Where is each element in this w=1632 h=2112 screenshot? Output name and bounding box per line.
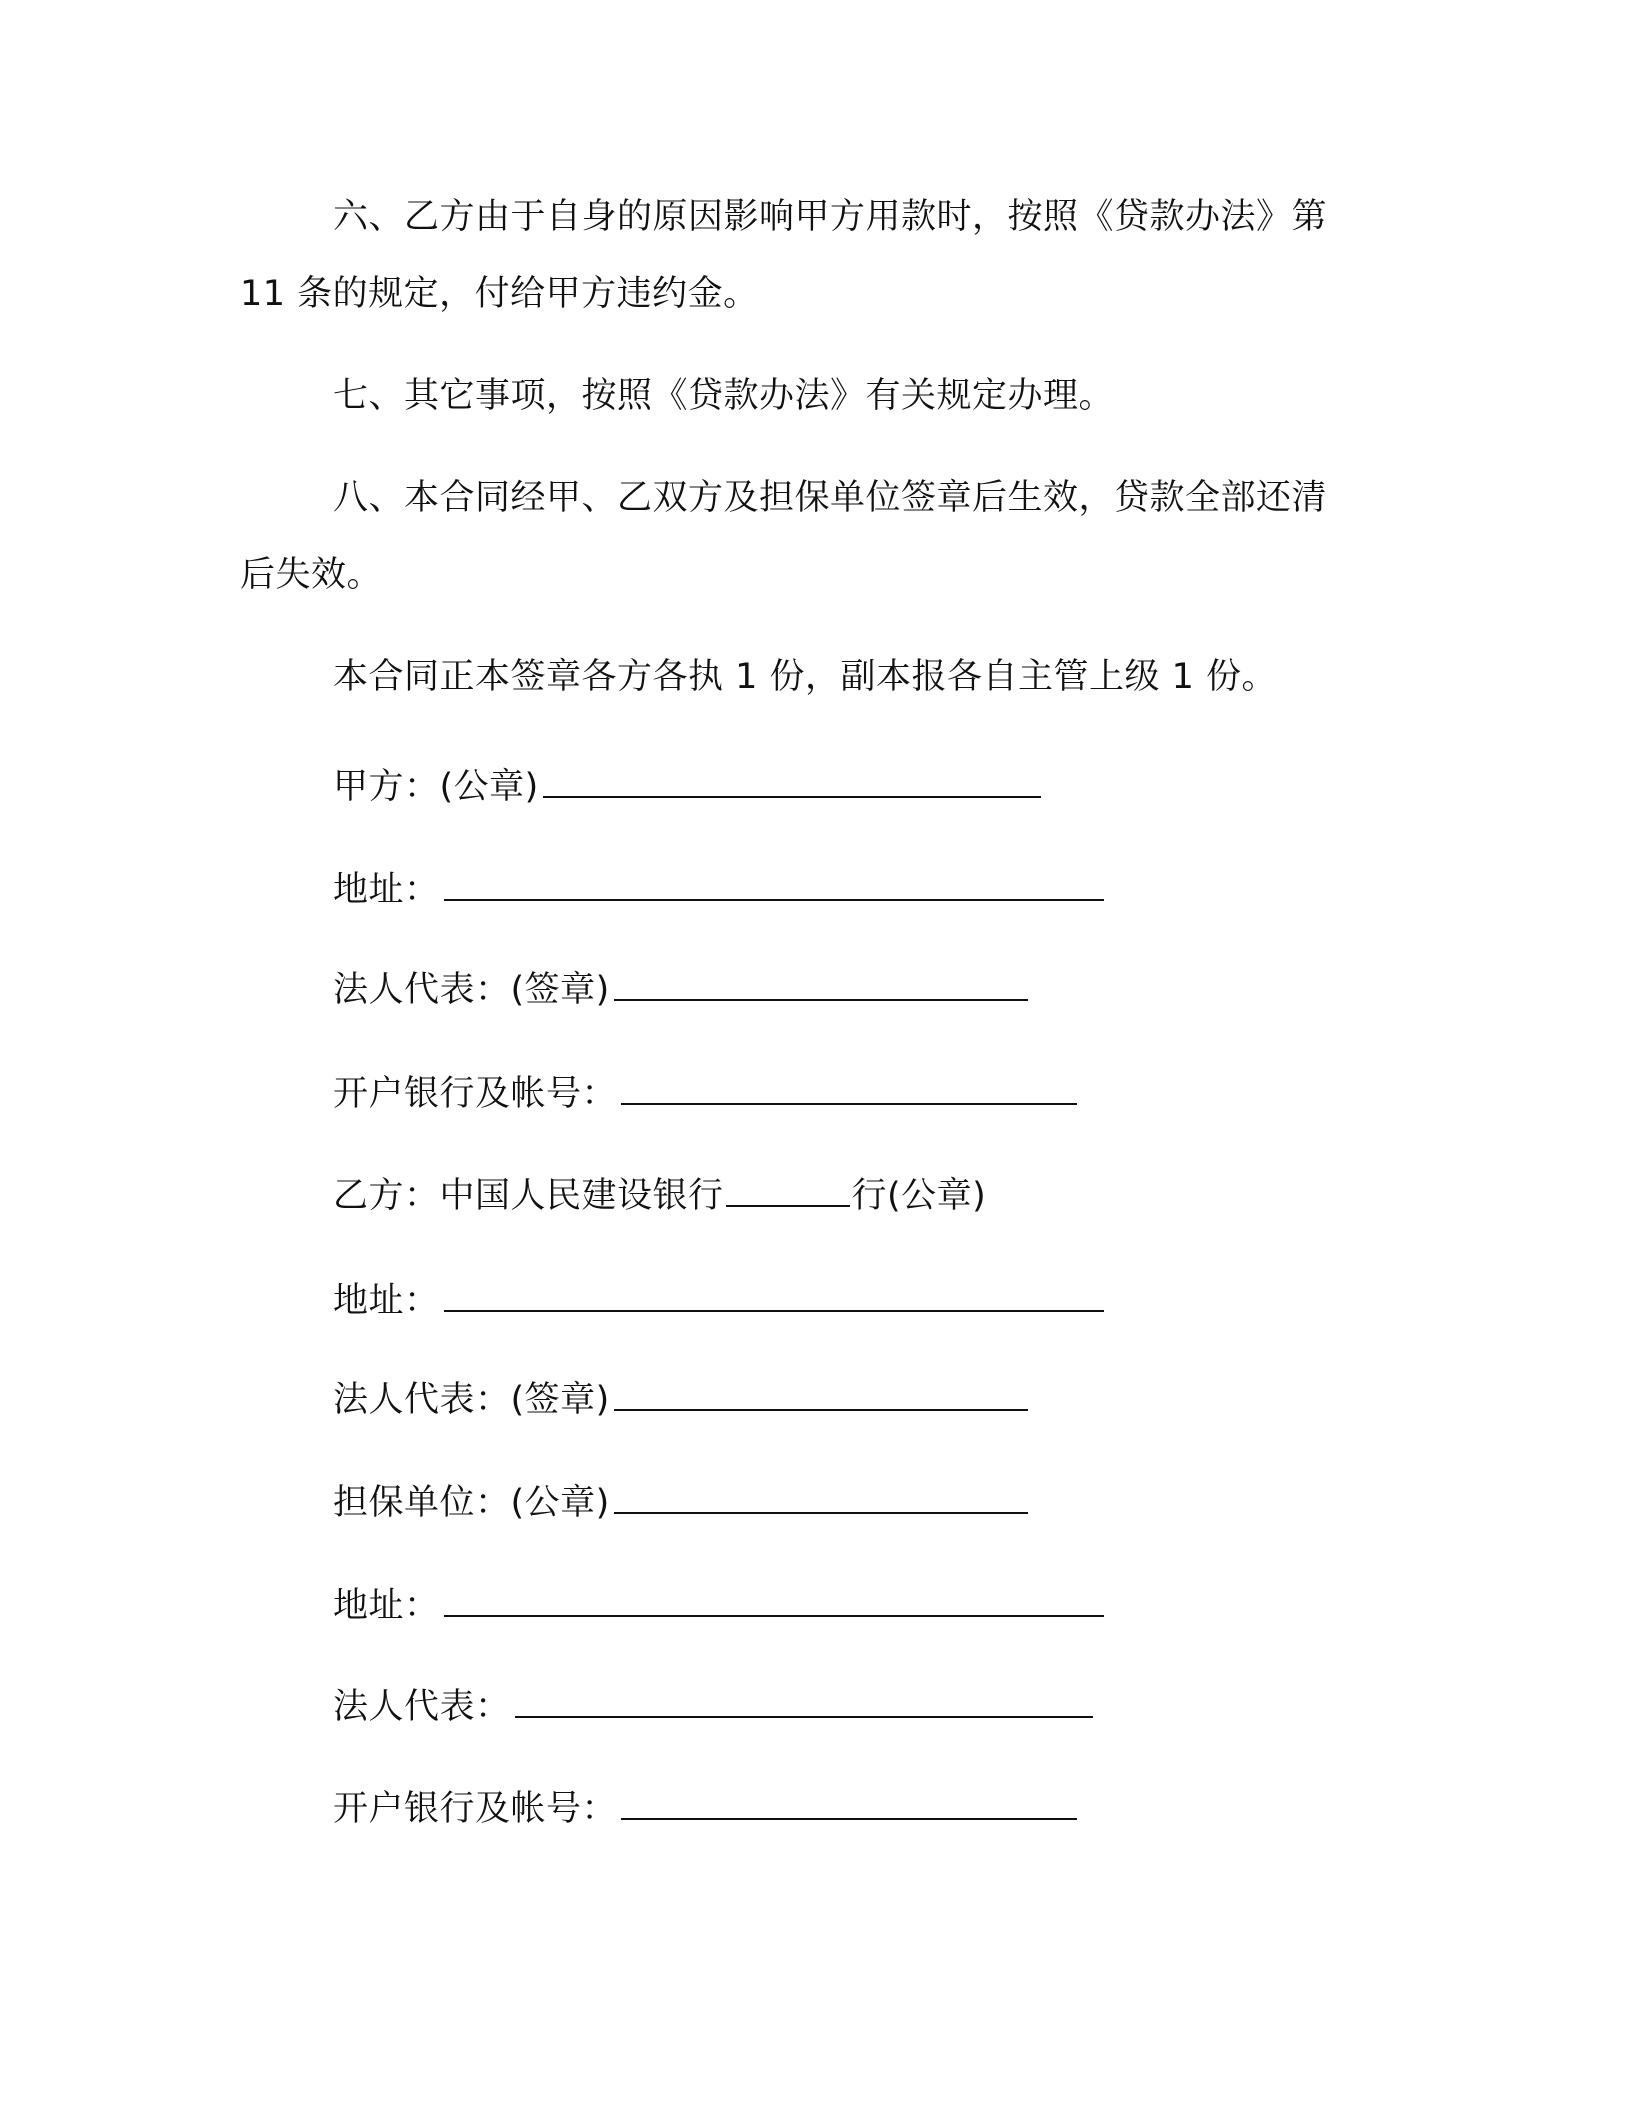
party-a-seal-label: 甲方：(公章) (333, 767, 539, 807)
guarantor-legal-rep-blank[interactable] (515, 1684, 1093, 1718)
party-b-legal-rep-row (333, 1376, 1028, 1424)
clause-7: 七、其它事项，按照《贷款办法》有关规定办理。 (333, 376, 1115, 416)
party-a-address-label: 地址： (333, 870, 440, 910)
party-a-bank-account-blank[interactable] (621, 1071, 1077, 1105)
party-b-address-blank[interactable] (444, 1278, 1104, 1312)
party-b-address-row (333, 1277, 1104, 1325)
party-b-seal-row (333, 1172, 986, 1220)
party-a-seal-row (333, 763, 1041, 811)
party-a-address-row (333, 866, 1104, 914)
guarantor-seal-row (333, 1479, 1028, 1527)
party-a-bank-account-row (333, 1070, 1077, 1118)
party-b-legal-rep-blank[interactable] (614, 1377, 1028, 1411)
party-a-legal-rep-blank[interactable] (614, 967, 1028, 1001)
guarantor-address-row (333, 1582, 1104, 1630)
clause-6-line-1: 六、乙方由于自身的原因影响甲方用款时，按照《贷款办法》第 (333, 197, 1328, 237)
copies-clause: 本合同正本签章各方各执 1 份，副本报各自主管上级 1 份。 (333, 657, 1278, 697)
party-a-legal-rep-row (333, 966, 1028, 1014)
guarantor-address-label: 地址： (333, 1586, 440, 1626)
party-a-legal-rep-label: 法人代表：(签章) (333, 970, 610, 1010)
party-a-seal-blank[interactable] (543, 764, 1041, 798)
clause-6-line-2: 11 条的规定，付给甲方违约金。 (240, 274, 759, 314)
party-a-bank-account-label: 开户银行及帐号： (333, 1074, 618, 1114)
clause-8-line-1: 八、本合同经甲、乙双方及担保单位签章后生效，贷款全部还清 (333, 478, 1328, 518)
guarantor-bank-account-label: 开户银行及帐号： (333, 1789, 618, 1829)
party-b-seal-label-suffix: 行(公章) (851, 1176, 987, 1216)
guarantor-bank-account-row (333, 1785, 1077, 1833)
party-b-branch-blank[interactable] (726, 1173, 850, 1207)
party-b-address-label: 地址： (333, 1281, 440, 1321)
party-b-seal-label-prefix: 乙方：中国人民建设银行 (333, 1176, 724, 1216)
guarantor-address-blank[interactable] (444, 1583, 1104, 1617)
party-b-legal-rep-label: 法人代表：(签章) (333, 1380, 610, 1420)
guarantor-seal-label: 担保单位：(公章) (333, 1483, 610, 1523)
guarantor-seal-blank[interactable] (614, 1480, 1028, 1514)
party-a-address-blank[interactable] (444, 867, 1104, 901)
clause-8-line-2: 后失效。 (240, 555, 383, 595)
guarantor-bank-account-blank[interactable] (621, 1786, 1077, 1820)
guarantor-legal-rep-row (333, 1683, 1093, 1731)
guarantor-legal-rep-label: 法人代表： (333, 1687, 511, 1727)
